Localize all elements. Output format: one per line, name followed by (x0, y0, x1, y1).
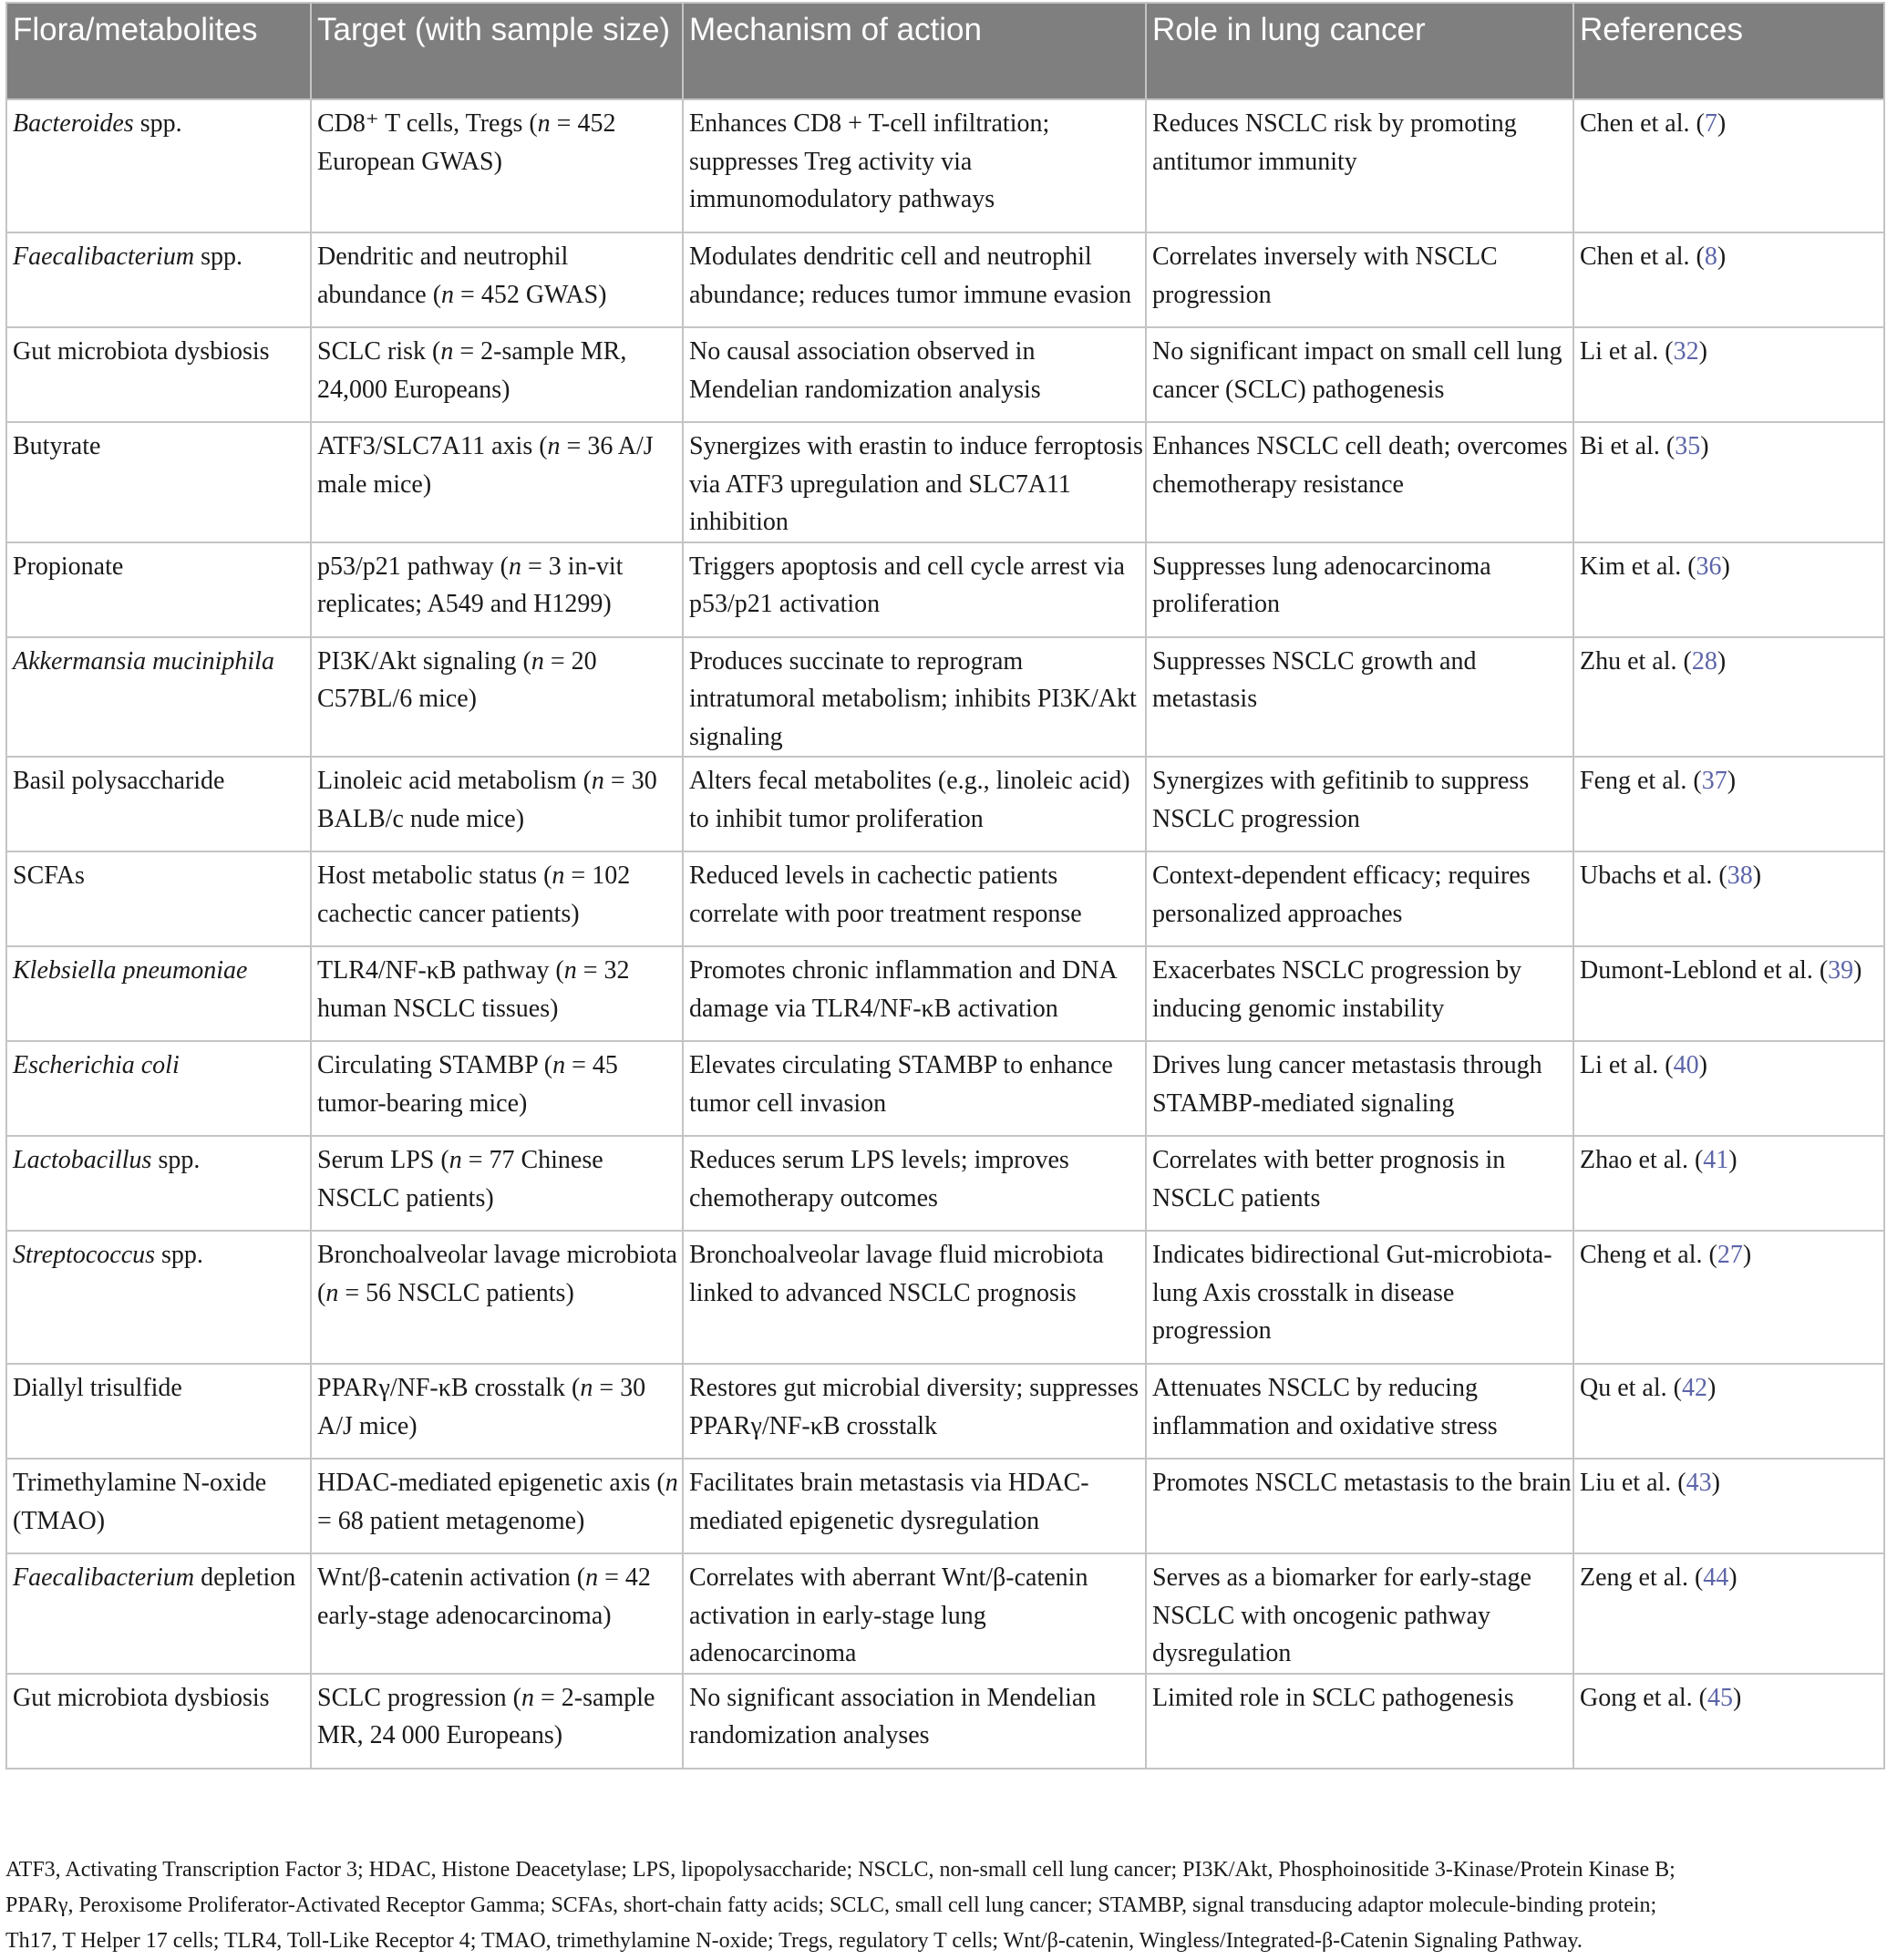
flora-italic: Faecalibacterium (13, 242, 195, 271)
ref-author: Bi et al. ( (1580, 432, 1676, 460)
flora-italic: Klebsiella pneumoniae (13, 956, 248, 985)
flora-text: spp. (155, 1241, 203, 1269)
ref-author: Cheng et al. ( (1580, 1241, 1717, 1269)
sample-n: n (537, 109, 551, 138)
cell-target (311, 327, 683, 422)
cell-mechanism: Correlates with aberrant Wnt/β-catenin activation in early-stage lung adenocarcinoma (683, 1553, 1146, 1674)
table-row (6, 1459, 1884, 1553)
ref-close: ) (1707, 1374, 1717, 1402)
cell-mechanism: Alters fecal metabolites (e.g., linoleic acid) to inhibit tumor proliferation (683, 757, 1146, 851)
cell-mechanism: Enhances CD8 + T-cell infiltration; suppresses Treg activity via immunomodulatory pathways (683, 99, 1146, 232)
citation-link[interactable]: 8 (1704, 242, 1717, 271)
target-text: SCLC progression ( (317, 1683, 521, 1712)
target-text: TLR4/NF-κB pathway ( (317, 956, 564, 985)
target-sample: = 77 Chinese NSCLC patients) (317, 1146, 603, 1212)
target-text: SCLC risk ( (317, 337, 441, 366)
citation-link[interactable]: 28 (1691, 646, 1717, 676)
sample-n: n (665, 1469, 678, 1497)
ref-author: Chen et al. ( (1580, 109, 1705, 138)
cell-flora (6, 757, 311, 851)
target-sample: = 30 A/J mice) (317, 1374, 646, 1440)
cell-target (311, 542, 683, 637)
sample-n: n (591, 767, 604, 795)
ref-author: Li et al. ( (1580, 1051, 1674, 1079)
ref-close: ) (1721, 552, 1730, 581)
cell-target (311, 1041, 683, 1136)
flora-text: Gut microbiota dysbiosis (13, 1683, 270, 1712)
table-row (6, 99, 1884, 232)
cell-reference (1573, 851, 1884, 946)
cell-reference (1573, 422, 1884, 542)
sample-n: n (521, 1683, 534, 1712)
cell-mechanism: Facilitates brain metastasis via HDAC-mediated epigenetic dysregulation (683, 1459, 1146, 1553)
target-sample: = 452 European GWAS) (317, 109, 616, 176)
cell-role: Suppresses NSCLC growth and metastasis (1146, 637, 1573, 758)
table-row (6, 1041, 1884, 1136)
target-text: CD8⁺ T cells, Tregs ( (317, 109, 538, 138)
citation-link[interactable]: 42 (1681, 1374, 1707, 1402)
flora-text: Diallyl trisulfide (13, 1374, 182, 1402)
flora-text: Trimethylamine N-oxide (TMAO) (13, 1469, 267, 1535)
target-sample: = 102 cachectic cancer patients) (317, 861, 631, 928)
target-sample: = 68 patient metagenome) (317, 1506, 585, 1535)
flora-text: Propionate (13, 552, 124, 581)
target-sample: = 30 BALB/c nude mice) (317, 767, 657, 833)
ref-close: ) (1728, 1146, 1737, 1174)
ref-close: ) (1717, 242, 1727, 271)
cell-target (311, 946, 683, 1041)
cell-target (311, 1459, 683, 1553)
flora-text: Butyrate (13, 432, 101, 460)
cell-mechanism: Bronchoalveolar lavage fluid microbiota linked to advanced NSCLC prognosis (683, 1231, 1146, 1364)
cell-reference (1573, 327, 1884, 422)
cell-target (311, 851, 683, 946)
cell-flora (6, 1674, 311, 1769)
cell-reference (1573, 1364, 1884, 1459)
cell-reference (1573, 1136, 1884, 1231)
cell-role: Synergizes with gefitinib to suppress NSCLC progression (1146, 757, 1573, 851)
cell-flora (6, 1041, 311, 1136)
ref-close: ) (1727, 767, 1737, 795)
flora-text: spp. (133, 109, 182, 138)
cell-role: Reduces NSCLC risk by promoting antitumor immunity (1146, 99, 1573, 232)
cell-target (311, 1674, 683, 1769)
citation-link[interactable]: 45 (1707, 1683, 1733, 1712)
target-sample: = 452 GWAS) (454, 280, 607, 309)
flora-text: SCFAs (13, 861, 85, 890)
header-mechanism: Mechanism of action (683, 3, 1146, 99)
cell-mechanism: Promotes chronic inflammation and DNA damage via TLR4/NF-κB activation (683, 946, 1146, 1041)
cell-role: Attenuates NSCLC by reducing inflammation and oxidative stress (1146, 1364, 1573, 1459)
cell-flora (6, 637, 311, 758)
citation-link[interactable]: 36 (1696, 552, 1722, 581)
cell-reference (1573, 946, 1884, 1041)
cell-flora (6, 232, 311, 327)
ref-author: Liu et al. ( (1580, 1469, 1686, 1497)
ref-close: ) (1853, 956, 1862, 985)
cell-role: Enhances NSCLC cell death; overcomes chemotherapy resistance (1146, 422, 1573, 542)
target-text: ATF3/SLC7A11 axis ( (317, 432, 548, 460)
ref-author: Li et al. ( (1580, 337, 1674, 366)
ref-author: Qu et al. ( (1580, 1374, 1682, 1402)
ref-close: ) (1728, 1563, 1737, 1592)
target-sample: = 3 in-vit replicates; A549 and H1299) (317, 552, 624, 618)
cell-role: Serves as a biomarker for early-stage NSCLC with oncogenic pathway dysregulation (1146, 1553, 1573, 1674)
cell-flora (6, 327, 311, 422)
cell-reference (1573, 1041, 1884, 1136)
cell-role: Context-dependent efficacy; requires personalized approaches (1146, 851, 1573, 946)
cell-role: Promotes NSCLC metastasis to the brain (1146, 1459, 1573, 1553)
sample-n: n (325, 1278, 339, 1307)
target-text: Bronchoalveolar lavage microbiota ( (317, 1241, 677, 1307)
cell-role: Limited role in SCLC pathogenesis (1146, 1674, 1573, 1769)
sample-n: n (585, 1563, 599, 1592)
target-text: Wnt/β-catenin activation ( (317, 1563, 586, 1592)
ref-close: ) (1711, 1469, 1720, 1497)
citation-link[interactable]: 41 (1703, 1146, 1729, 1174)
cell-role: No significant impact on small cell lung cancer (SCLC) pathogenesis (1146, 327, 1573, 422)
citation-link[interactable]: 40 (1673, 1051, 1699, 1079)
cell-reference (1573, 1674, 1884, 1769)
cell-reference (1573, 637, 1884, 758)
cell-mechanism: No significant association in Mendelian randomization analyses (683, 1674, 1146, 1769)
cell-mechanism: Elevates circulating STAMBP to enhance tumor cell invasion (683, 1041, 1146, 1136)
sample-n: n (441, 280, 455, 309)
target-text: Circulating STAMBP ( (317, 1051, 553, 1079)
cell-role: Suppresses lung adenocarcinoma proliferation (1146, 542, 1573, 637)
cell-target (311, 1136, 683, 1231)
cell-mechanism: Synergizes with erastin to induce ferroptosis via ATF3 upregulation and SLC7A11 inhibition (683, 422, 1146, 542)
target-text: PPARγ/NF-κB crosstalk ( (317, 1374, 581, 1402)
cell-mechanism: Reduced levels in cachectic patients correlate with poor treatment response (683, 851, 1146, 946)
table-header-row (6, 3, 1884, 99)
cell-reference (1573, 1231, 1884, 1364)
cell-reference (1573, 542, 1884, 637)
table-row (6, 422, 1884, 542)
flora-text: Gut microbiota dysbiosis (13, 337, 270, 366)
target-sample: = 2-sample MR, 24,000 Europeans) (317, 337, 627, 404)
table-body (6, 99, 1884, 1769)
ref-close: ) (1742, 1241, 1752, 1269)
cell-role: Correlates inversely with NSCLC progression (1146, 232, 1573, 327)
cell-target (311, 232, 683, 327)
cell-mechanism: No causal association observed in Mendelian randomization analysis (683, 327, 1146, 422)
cell-mechanism: Modulates dendritic cell and neutrophil abundance; reduces tumor immune evasion (683, 232, 1146, 327)
header-references: References (1573, 3, 1884, 99)
table-row (6, 637, 1884, 758)
sample-n: n (531, 646, 544, 676)
target-sample: = 45 tumor-bearing mice) (317, 1051, 618, 1118)
target-text: Dendritic and neutrophil abundance ( (317, 242, 569, 309)
table-row (6, 1674, 1884, 1769)
target-sample: = 56 NSCLC patients) (338, 1278, 574, 1307)
target-text: HDAC-mediated epigenetic axis ( (317, 1469, 665, 1497)
sample-n: n (552, 1051, 566, 1079)
cell-mechanism: Produces succinate to reprogram intratumoral metabolism; inhibits PI3K/Akt signaling (683, 637, 1146, 758)
target-text: PI3K/Akt signaling ( (317, 646, 531, 676)
ref-author: Kim et al. ( (1580, 552, 1696, 581)
citation-link[interactable]: 39 (1828, 956, 1854, 985)
ref-author: Zhao et al. ( (1580, 1146, 1704, 1174)
cell-flora (6, 542, 311, 637)
cell-flora (6, 851, 311, 946)
cell-flora (6, 1364, 311, 1459)
ref-author: Ubachs et al. ( (1580, 861, 1727, 890)
table-row (6, 542, 1884, 637)
flora-text: spp. (151, 1146, 201, 1174)
target-text: Host metabolic status ( (317, 861, 552, 890)
cell-target (311, 1364, 683, 1459)
flora-italic: Streptococcus (13, 1241, 156, 1269)
target-sample: = 36 A/J male mice) (317, 432, 654, 499)
target-sample: = 32 human NSCLC tissues) (317, 956, 630, 1023)
table-row (6, 851, 1884, 946)
cell-reference (1573, 1553, 1884, 1674)
cell-reference (1573, 99, 1884, 232)
cell-flora (6, 99, 311, 232)
table-row (6, 1364, 1884, 1459)
ref-close: ) (1698, 1051, 1707, 1079)
cell-target (311, 1553, 683, 1674)
cell-flora (6, 1553, 311, 1674)
cell-role: Correlates with better prognosis in NSCLC patients (1146, 1136, 1573, 1231)
cell-mechanism: Triggers apoptosis and cell cycle arrest via p53/p21 activation (683, 542, 1146, 637)
table-row (6, 327, 1884, 422)
footnote-line: PPARγ, Peroxisome Proliferator-Activated Receptor Gamma; SCFAs, short-chain fatty acids; SCLC, small cell lung cancer; STAMBP, signal transducing adaptor molecule-binding protein; (5, 1893, 1657, 1917)
flora-italic: Escherichia coli (13, 1051, 180, 1079)
citation-link[interactable]: 32 (1673, 337, 1699, 366)
citation-link[interactable]: 27 (1717, 1241, 1743, 1269)
sample-n: n (580, 1374, 593, 1402)
sample-n: n (552, 861, 565, 890)
flora-text: Basil polysaccharide (13, 767, 225, 795)
target-text: Serum LPS ( (317, 1146, 449, 1174)
microbiota-table (5, 2, 1885, 1769)
ref-author: Dumont-Leblond et al. ( (1580, 956, 1829, 985)
sample-n: n (449, 1146, 462, 1174)
target-text: p53/p21 pathway ( (317, 552, 509, 581)
cell-reference (1573, 757, 1884, 851)
footnote-line: ATF3, Activating Transcription Factor 3; HDAC, Histone Deacetylase; LPS, lipopolysaccharide; NSCLC, non-small cell lung cancer; PI3K/Akt, Phosphoinositide 3-Kinase/Protein Kinase B; (5, 1858, 1676, 1882)
target-sample: = 42 early-stage adenocarcinoma) (317, 1563, 651, 1630)
table-row (6, 757, 1884, 851)
ref-close: ) (1752, 861, 1762, 890)
citation-link[interactable]: 44 (1703, 1563, 1729, 1592)
footnote-line: Th17, T Helper 17 cells; TLR4, Toll-Like Receptor 4; TMAO, trimethylamine N-oxide; Tregs, regulatory T cells; Wnt/β-catenin, Wingless/Integrated-β-Catenin Signaling Pathway. (5, 1929, 1583, 1953)
citation-link[interactable]: 37 (1701, 767, 1727, 795)
table-row (6, 1553, 1884, 1674)
cell-role: Exacerbates NSCLC progression by inducing genomic instability (1146, 946, 1573, 1041)
target-sample: = 20 C57BL/6 mice) (317, 646, 597, 713)
cell-flora (6, 1231, 311, 1364)
sample-n: n (563, 956, 577, 985)
ref-close: ) (1700, 432, 1709, 460)
table-row (6, 232, 1884, 327)
cell-mechanism: Restores gut microbial diversity; suppresses PPARγ/NF-κB crosstalk (683, 1364, 1146, 1459)
citation-link[interactable]: 7 (1704, 109, 1717, 138)
target-sample: = 2-sample MR, 24 000 Europeans) (317, 1683, 655, 1749)
table-row (6, 946, 1884, 1041)
cell-reference (1573, 232, 1884, 327)
table-footnote (5, 1852, 1879, 1959)
sample-n: n (547, 432, 561, 460)
flora-italic: Akkermansia muciniphila (13, 646, 274, 676)
header-flora: Flora/metabolites (6, 3, 311, 99)
flora-text: spp. (194, 242, 242, 271)
citation-link[interactable]: 43 (1686, 1469, 1712, 1497)
ref-author: Zeng et al. ( (1580, 1563, 1704, 1592)
ref-author: Gong et al. ( (1580, 1683, 1707, 1712)
header-target: Target (with sample size) (311, 3, 683, 99)
cell-role: Drives lung cancer metastasis through STAMBP-mediated signaling (1146, 1041, 1573, 1136)
cell-flora (6, 422, 311, 542)
flora-italic: Lactobacillus (13, 1146, 152, 1174)
cell-mechanism: Reduces serum LPS levels; improves chemotherapy outcomes (683, 1136, 1146, 1231)
cell-flora (6, 1136, 311, 1231)
table-row (6, 1136, 1884, 1231)
target-text: Linoleic acid metabolism ( (317, 767, 592, 795)
table-row (6, 1231, 1884, 1364)
ref-author: Zhu et al. ( (1580, 646, 1692, 676)
cell-target (311, 99, 683, 232)
cell-role: Indicates bidirectional Gut-microbiota-lung Axis crosstalk in disease progression (1146, 1231, 1573, 1364)
flora-italic: Faecalibacterium (13, 1563, 195, 1592)
ref-close: ) (1717, 646, 1727, 676)
ref-close: ) (1732, 1683, 1742, 1712)
ref-close: ) (1698, 337, 1707, 366)
header-role: Role in lung cancer (1146, 3, 1573, 99)
cell-target (311, 757, 683, 851)
ref-close: ) (1717, 109, 1727, 138)
cell-reference (1573, 1459, 1884, 1553)
cell-flora (6, 946, 311, 1041)
ref-author: Feng et al. ( (1580, 767, 1702, 795)
cell-target (311, 1231, 683, 1364)
cell-target (311, 637, 683, 758)
cell-target (311, 422, 683, 542)
flora-text: depletion (194, 1563, 296, 1592)
citation-link[interactable]: 38 (1727, 861, 1753, 890)
sample-n: n (508, 552, 521, 581)
citation-link[interactable]: 35 (1675, 432, 1701, 460)
ref-author: Chen et al. ( (1580, 242, 1705, 271)
flora-italic: Bacteroides (13, 109, 134, 138)
cell-flora (6, 1459, 311, 1553)
sample-n: n (440, 337, 454, 366)
